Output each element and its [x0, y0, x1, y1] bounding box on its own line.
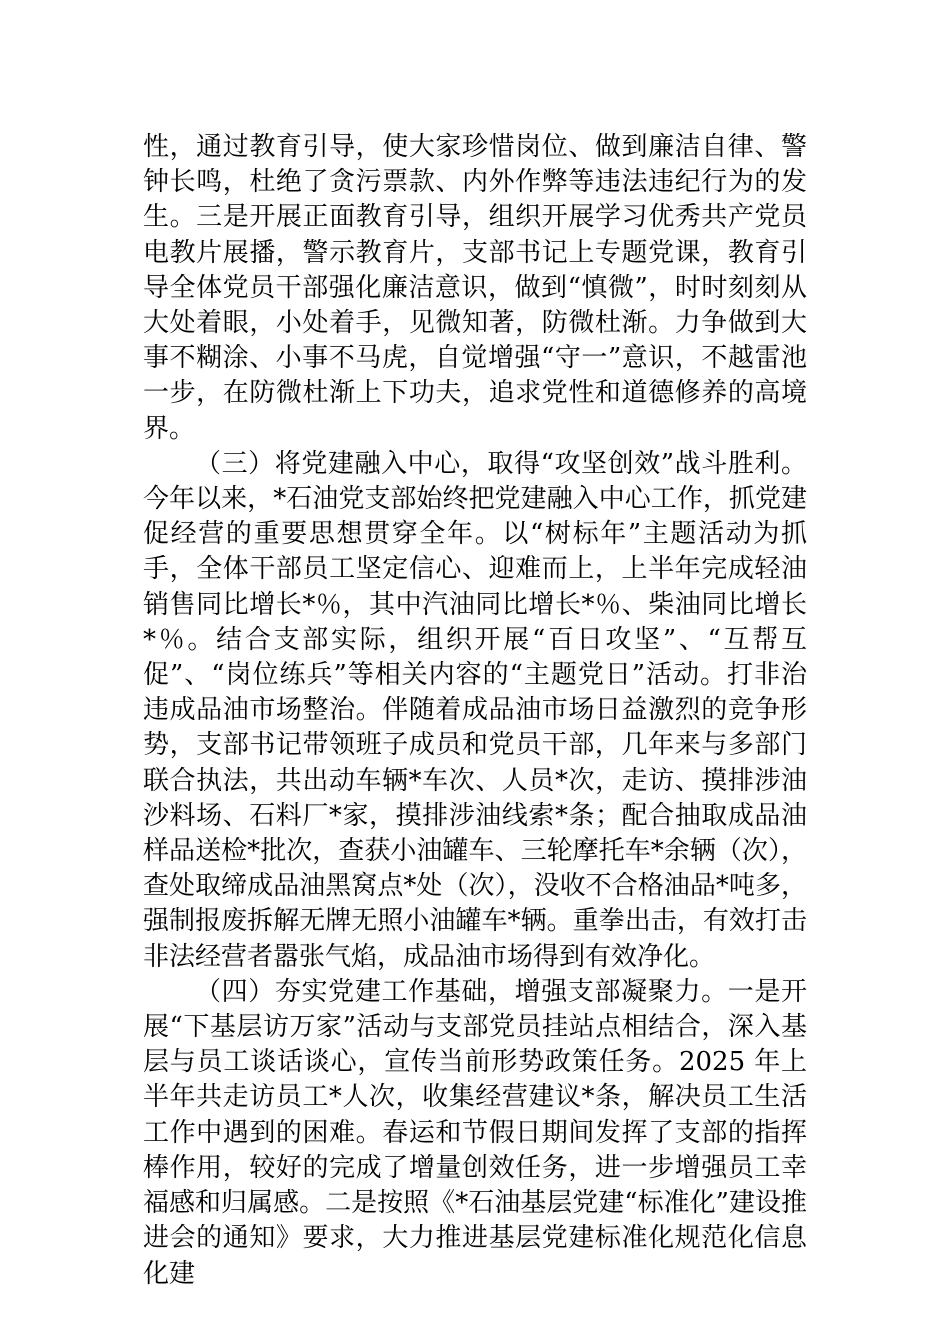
document-body: [143, 130, 807, 1292]
paragraph-section-three: （三）将党建融入中心，取得“攻坚创效”战斗胜利。今年以来，*石油党支部始终把党建融入中心工作，抓党建促经营的重要思想贯穿全年。以“树标年”主题活动为抓手，全体干部员工坚定信心、迎难而上，上半年完成轻油销售同比增长*％，其中汽油同比增长*％、柴油同比增长*％。结合支部实际，组织开展“百日攻坚”、“互帮互促”、“岗位练兵”等相关内容的“主题党日”活动。打非治违成品油市场整治。伴随着成品油市场日益激烈的竞争形势，支部书记带领班子成员和党员干部，几年来与多部门联合执法，共出动车辆*车次、人员*次，走访、摸排涉油沙料场、石料厂*家，摸排涉油线索*条；配合抽取成品油样品送检*批次，查获小油罐车、三轮摩托车*余辆（次），查处取缔成品油黑窝点*处（次），没收不合格油品*吨多，强制报废拆解无牌无照小油罐车*辆。重拳出击，有效打击非法经营者嚣张气焰，成品油市场得到有效净化。: [143, 448, 807, 972]
paragraph-discipline-education: 性，通过教育引导，使大家珍惜岗位、做到廉洁自律、警钟长鸣，杜绝了贪污票款、内外作弊等违法违纪行为的发生。三是开展正面教育引导，组织开展学习优秀共产党员电教片展播，警示教育片，支部书记上专题党课，教育引导全体党员干部强化廉洁意识，做到“慎微”，时时刻刻从大处着眼，小处着手，见微知著，防微杜渐。力争做到大事不糊涂、小事不马虎，自觉增强“守一”意识，不越雷池一步，在防微杜渐上下功夫，追求党性和道德修养的高境界。: [143, 132, 807, 444]
paragraph-section-four: （四）夯实党建工作基础，增强支部凝聚力。一是开展“下基层访万家”活动与支部党员挂站点相结合，深入基层与员工谈话谈心，宣传当前形势政策任务。2025 年上半年共走访员工*人次，收集经营建议*条，解决员工生活工作中遇到的困难。春运和节假日期间发挥了支部的指挥棒作用，较好的完成了增量创效任务，进一步增强员工幸福感和归属感。二是按照《*石油基层党建“标准化”建设推进会的通知》要求，大力推进基层党建标准化规范化信息化建: [143, 976, 807, 1289]
